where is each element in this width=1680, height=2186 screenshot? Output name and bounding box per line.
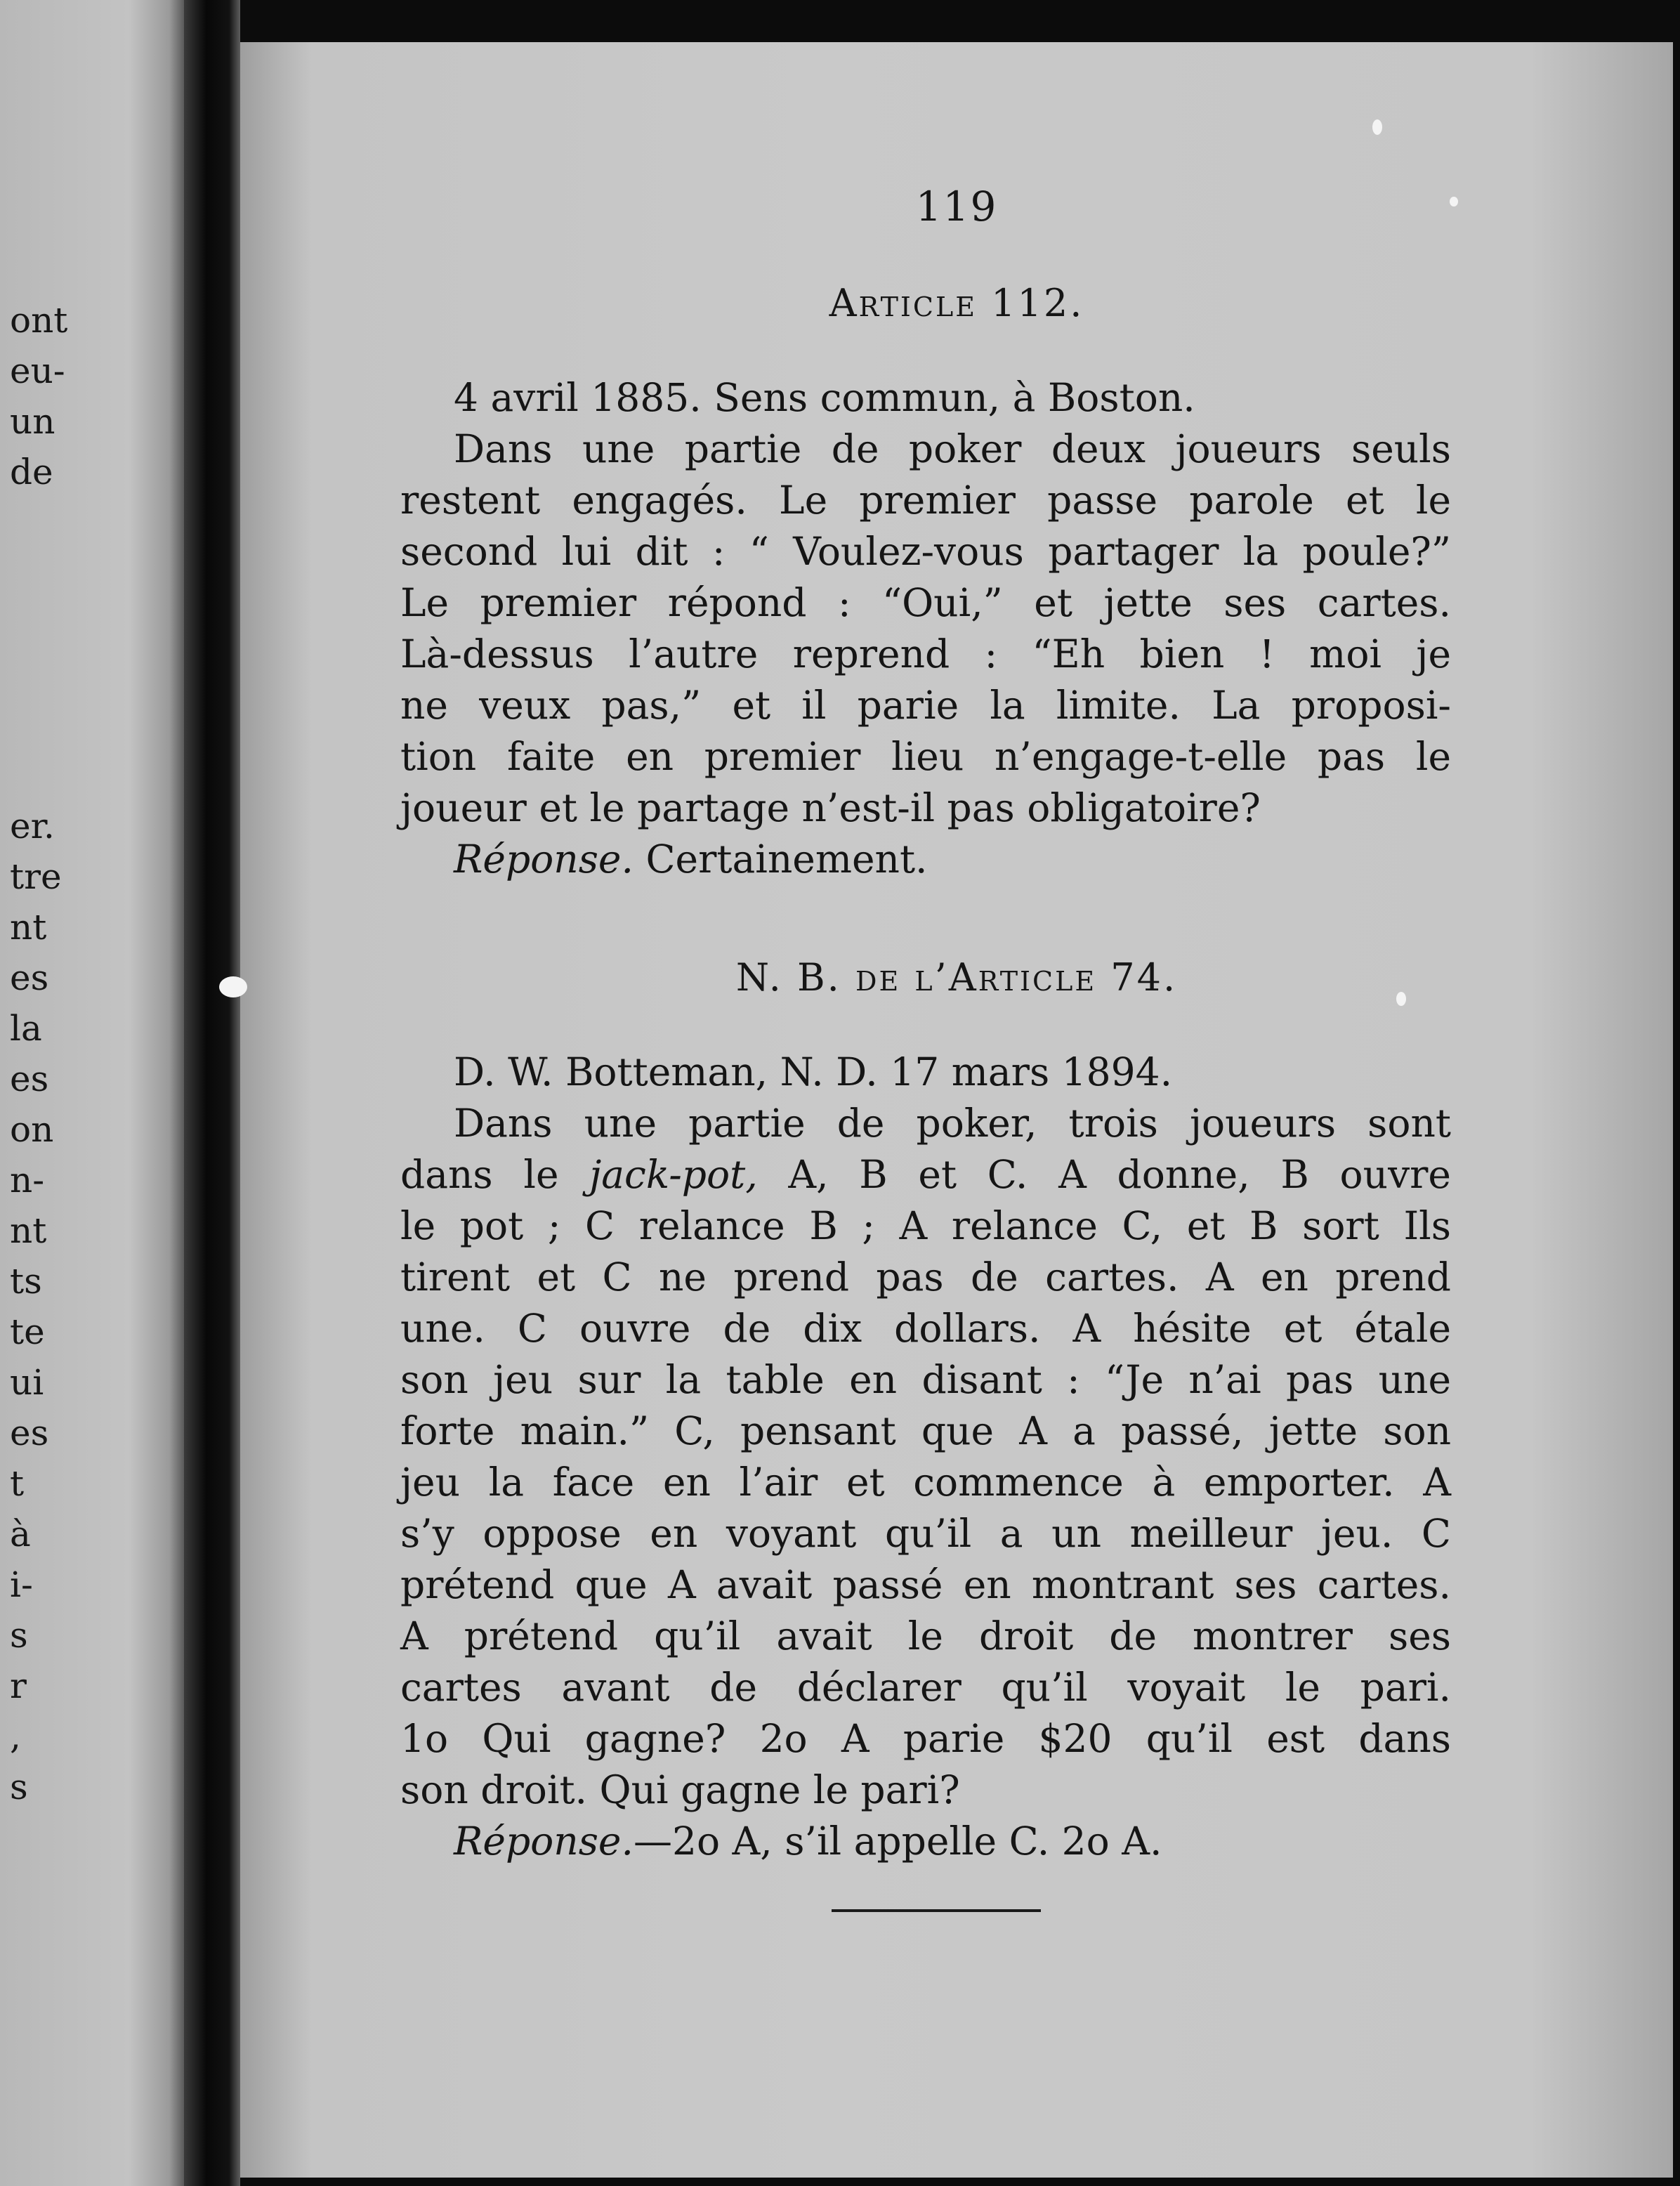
facing-page-fragment: on (10, 1109, 54, 1150)
closing-rule (832, 1909, 1041, 1912)
facing-page-fragment: i- (10, 1564, 33, 1605)
facing-page-fragment: un (10, 401, 55, 442)
facing-page-fragment: la (10, 1008, 42, 1049)
nb-article-74-body (400, 1047, 1451, 1867)
article-112-body (400, 372, 1451, 885)
nb-line: prétend que A avait passé en montrant ses cartes. (400, 1562, 1451, 1607)
facing-page-fragment: es (10, 1413, 49, 1453)
facing-page-fragment: te (10, 1311, 45, 1352)
facing-page-fragment: de (10, 452, 53, 492)
nb-line: jeu la face en l’air et commence à emporter. A (400, 1460, 1451, 1505)
scan-speck (1450, 197, 1458, 207)
facing-page-fragment: s (10, 1615, 28, 1656)
nb-line: A prétend qu’il avait le droit de montrer ses (400, 1614, 1451, 1658)
scan-speck (1372, 119, 1382, 135)
nb-line (400, 1149, 1451, 1200)
nb-line: le pot ; C relance B ; A relance C, et B sort Ils (400, 1203, 1451, 1248)
article-112-heading: Article 112. (829, 281, 1084, 325)
nb-dateline: D. W. Botteman, N. D. 17 mars 1894. (454, 1049, 1173, 1094)
article-112-answer (400, 834, 1451, 885)
article-112-line: tion faite en premier lieu n’engage-t-elle pas le (400, 734, 1451, 779)
nb-line: tirent et C ne prend pas de cartes. A en prend (400, 1255, 1451, 1300)
facing-page-fragment: t (10, 1463, 25, 1504)
article-112-line: Dans une partie de poker deux joueurs seuls (454, 426, 1451, 471)
answer-label: Réponse. (454, 1819, 634, 1864)
nb-line: s’y oppose en voyant qu’il a un meilleur jeu. C (400, 1511, 1451, 1556)
article-112-line: Le premier répond : “Oui,” et jette ses cartes. (400, 580, 1451, 625)
article-112-line: ne veux pas,” et il parie la limite. La proposi- (400, 683, 1451, 728)
facing-page-fragment: eu- (10, 351, 65, 391)
nb-answer (400, 1816, 1451, 1867)
book-gutter (184, 0, 240, 2186)
facing-page-fragment: ont (10, 300, 68, 341)
nb-line-text: A, B et C. A donne, B ouvre (757, 1152, 1451, 1197)
nb-line: son droit. Qui gagne le pari? (400, 1767, 960, 1812)
page-number: 119 (915, 183, 998, 230)
facing-page-fragment: à (10, 1514, 31, 1555)
nb-article-74-heading: N. B. de l’Article 74. (735, 955, 1178, 1000)
answer-text: Certainement. (633, 837, 928, 882)
nb-line: cartes avant de déclarer qu’il voyait le pari. (400, 1665, 1451, 1710)
facing-page-fragment: nt (10, 1210, 47, 1251)
nb-line: son jeu sur la table en disant : “Je n’ai pas une (400, 1357, 1451, 1402)
scan-speck (1396, 992, 1406, 1006)
facing-page-text (0, 0, 184, 2186)
nb-line: une. C ouvre de dix dollars. A hésite et étale (400, 1306, 1451, 1351)
answer-label: Réponse. (454, 837, 634, 882)
facing-page-fragment: es (10, 957, 49, 998)
nb-line: 1o Qui gagne? 2o A parie $20 qu’il est dans (400, 1716, 1451, 1761)
facing-page-fragment: tre (10, 856, 62, 897)
article-112-line: second lui dit : “ Voulez-vous partager la poule?” (400, 529, 1451, 574)
facing-page-fragment: es (10, 1059, 49, 1099)
answer-text: —2o A, s’il appelle C. 2o A. (633, 1819, 1162, 1864)
facing-page-fragment: ui (10, 1362, 44, 1403)
jack-pot-term: jack-pot, (589, 1152, 758, 1197)
facing-page-fragment: s (10, 1767, 28, 1807)
article-112-dateline: 4 avril 1885. Sens commun, à Boston. (454, 375, 1195, 420)
scan-speck (219, 976, 247, 997)
facing-page-fragment: ts (10, 1261, 42, 1302)
facing-page-fragment: r (10, 1665, 27, 1706)
nb-line-text: dans le (400, 1152, 590, 1197)
nb-line: Dans une partie de poker, trois joueurs sont (454, 1101, 1451, 1146)
article-112-line: joueur et le partage n’est-il pas obligatoire? (400, 785, 1261, 830)
facing-page-fragment: n- (10, 1160, 45, 1200)
facing-page-fragment: nt (10, 907, 47, 948)
book-page (240, 42, 1673, 2178)
facing-page-fragment: , (10, 1716, 21, 1757)
nb-line: forte main.” C, pensant que A a passé, jette son (400, 1408, 1451, 1453)
article-112-line: restent engagés. Le premier passe parole et le (400, 478, 1451, 523)
article-112-line: Là-dessus l’autre reprend : “Eh bien ! moi je (400, 631, 1451, 676)
facing-page-fragment: er. (10, 806, 55, 846)
